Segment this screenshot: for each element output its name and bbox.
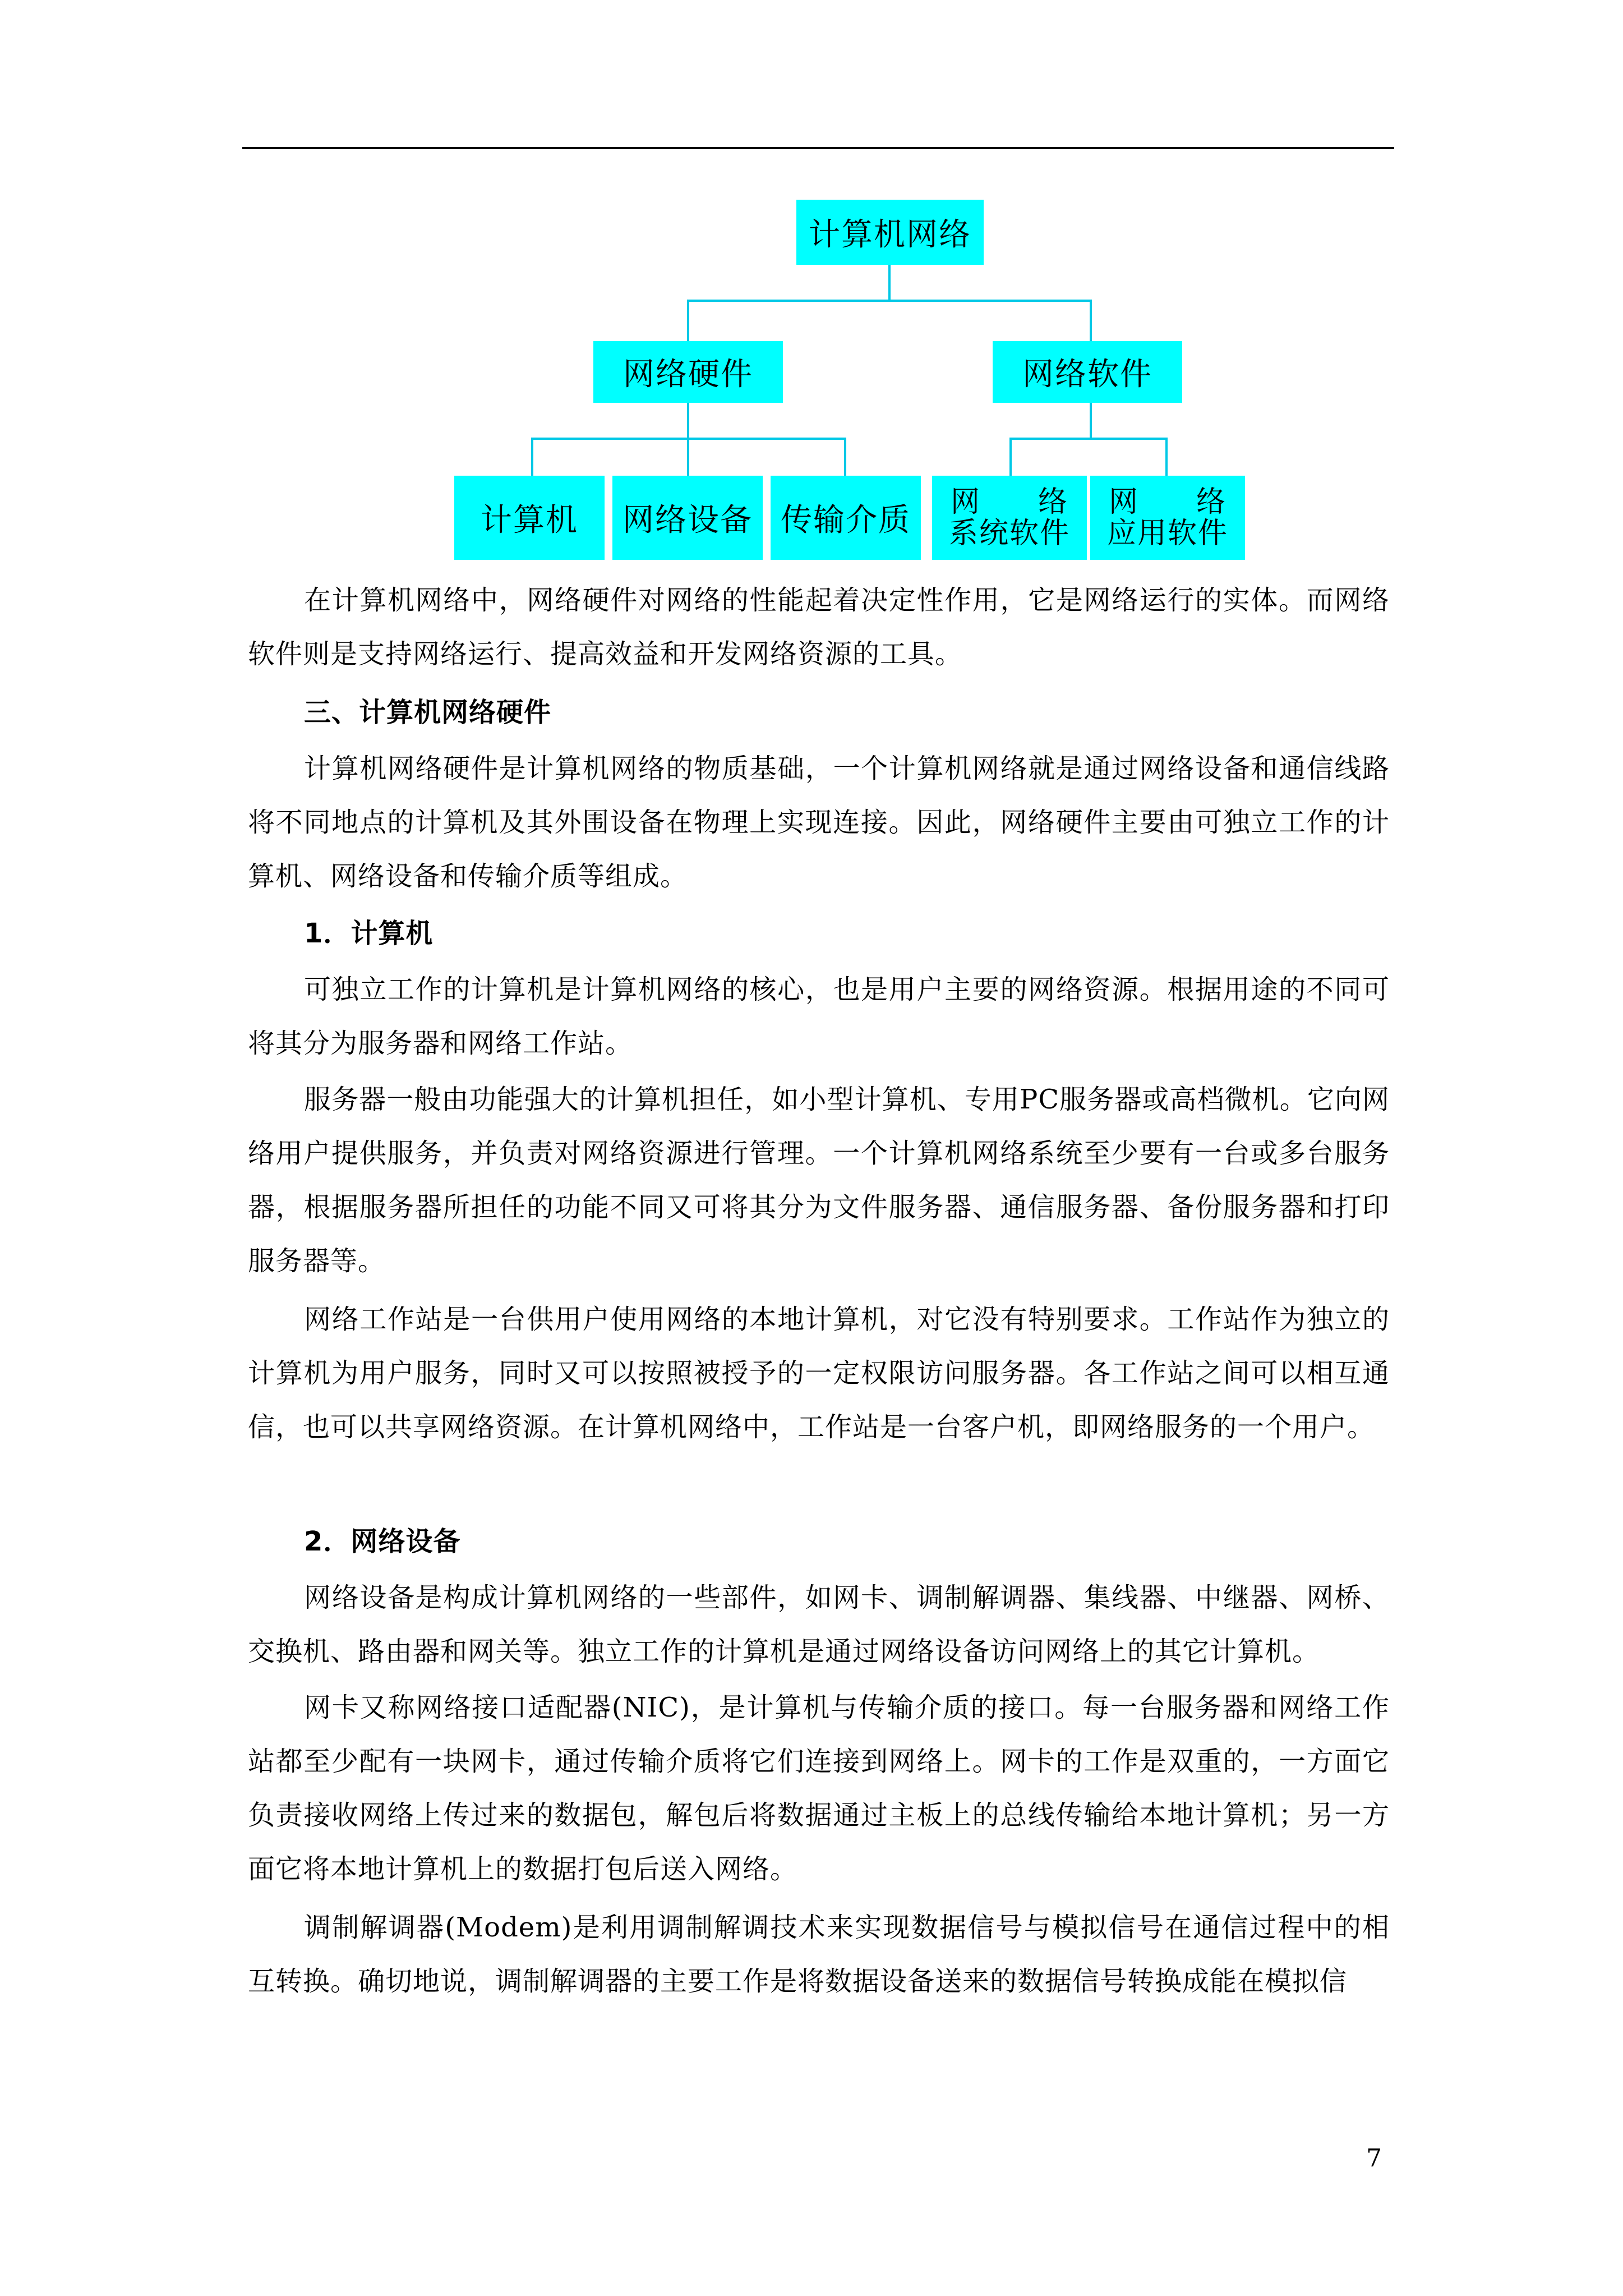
connector-hw-down <box>687 403 689 439</box>
connector-hw-c1 <box>531 438 533 477</box>
subheading-computer: 1．计算机 <box>304 918 434 949</box>
paragraph-workstation: 网络工作站是一台供用户使用网络的本地计算机，对它没有特别要求。工作站作为独立的计算机为用户服务，同时又可以按照被授予的一定权限访问服务器。各工作站之间可以相互通信，也可以共享网络资源。在计算机网络中，工作站是一台客户机，即网络服务的一个用户。 <box>248 1304 1390 1443</box>
network-composition-diagram <box>0 0 1623 561</box>
diagram-transmission-media-box: 传输介质 <box>771 476 921 560</box>
connector-sw-bar <box>1009 438 1166 440</box>
paragraph-server: 服务器一般由功能强大的计算机担任，如小型计算机、专用PC服务器或高档微机。它向网络用户提供服务，并负责对网络资源进行管理。一个计算机网络系统至少要有一台或多台服务器，根据服务器所担任的功能不同又可将其分为文件服务器、通信服务器、备份服务器和打印服务器等。 <box>248 1084 1390 1277</box>
connector-sw-c2 <box>1165 438 1168 477</box>
diagram-system-software-box: 网 络 系统软件 <box>932 476 1087 560</box>
diagram-software-box: 网络软件 <box>993 341 1182 403</box>
connector-hw-c3 <box>844 438 846 477</box>
connector-hw-c2 <box>687 438 689 477</box>
connector-sw-up <box>1090 300 1092 342</box>
diagram-hardware-box: 网络硬件 <box>593 341 783 403</box>
diagram-computer-box: 计算机 <box>454 476 605 560</box>
page-number: 7 <box>1366 2144 1382 2173</box>
paragraph-hardware-definition: 计算机网络硬件是计算机网络的物质基础，一个计算机网络就是通过网络设备和通信线路将不同地点的计算机及其外围设备在物理上实现连接。因此，网络硬件主要由可独立工作的计算机、网络设备和传输介质等组成。 <box>248 753 1390 892</box>
connector-level2-bar <box>687 300 1091 302</box>
connector-sw-down <box>1090 403 1092 439</box>
diagram-application-software-box: 网 络 应用软件 <box>1090 476 1245 560</box>
connector-hw-up <box>687 300 689 342</box>
connector-root-down <box>888 265 891 301</box>
paragraph-nic: 网卡又称网络接口适配器(NIC)，是计算机与传输介质的接口。每一台服务器和网络工作站都至少配有一块网卡，通过传输介质将它们连接到网络上。网卡的工作是双重的，一方面它负责接收网络上传过来的数据包，解包后将数据通过主板上的总线传输给本地计算机；另一方面它将本地计算机上的数据打包后送入网络。 <box>248 1692 1390 1885</box>
paragraph-network-device: 网络设备是构成计算机网络的一些部件，如网卡、调制解调器、集线器、中继器、网桥、交换机、路由器和网关等。独立工作的计算机是通过网络设备访问网络上的其它计算机。 <box>248 1582 1390 1667</box>
paragraph-computer: 可独立工作的计算机是计算机网络的核心，也是用户主要的网络资源。根据用途的不同可将其分为服务器和网络工作站。 <box>248 974 1390 1059</box>
paragraph-hardware-software-intro: 在计算机网络中，网络硬件对网络的性能起着决定性作用，它是网络运行的实体。而网络软件则是支持网络运行、提高效益和开发网络资源的工具。 <box>248 585 1390 670</box>
paragraph-modem: 调制解调器(Modem)是利用调制解调技术来实现数据信号与模拟信号在通信过程中的相互转换。确切地说，调制解调器的主要工作是将数据设备送来的数据信号转换成能在模拟信 <box>248 1912 1390 1997</box>
connector-sw-c1 <box>1009 438 1012 477</box>
section-heading-network-hardware: 三、计算机网络硬件 <box>304 697 552 728</box>
diagram-root-box: 计算机网络 <box>796 200 984 265</box>
diagram-network-device-box: 网络设备 <box>612 476 763 560</box>
subheading-network-device: 2．网络设备 <box>304 1526 461 1557</box>
